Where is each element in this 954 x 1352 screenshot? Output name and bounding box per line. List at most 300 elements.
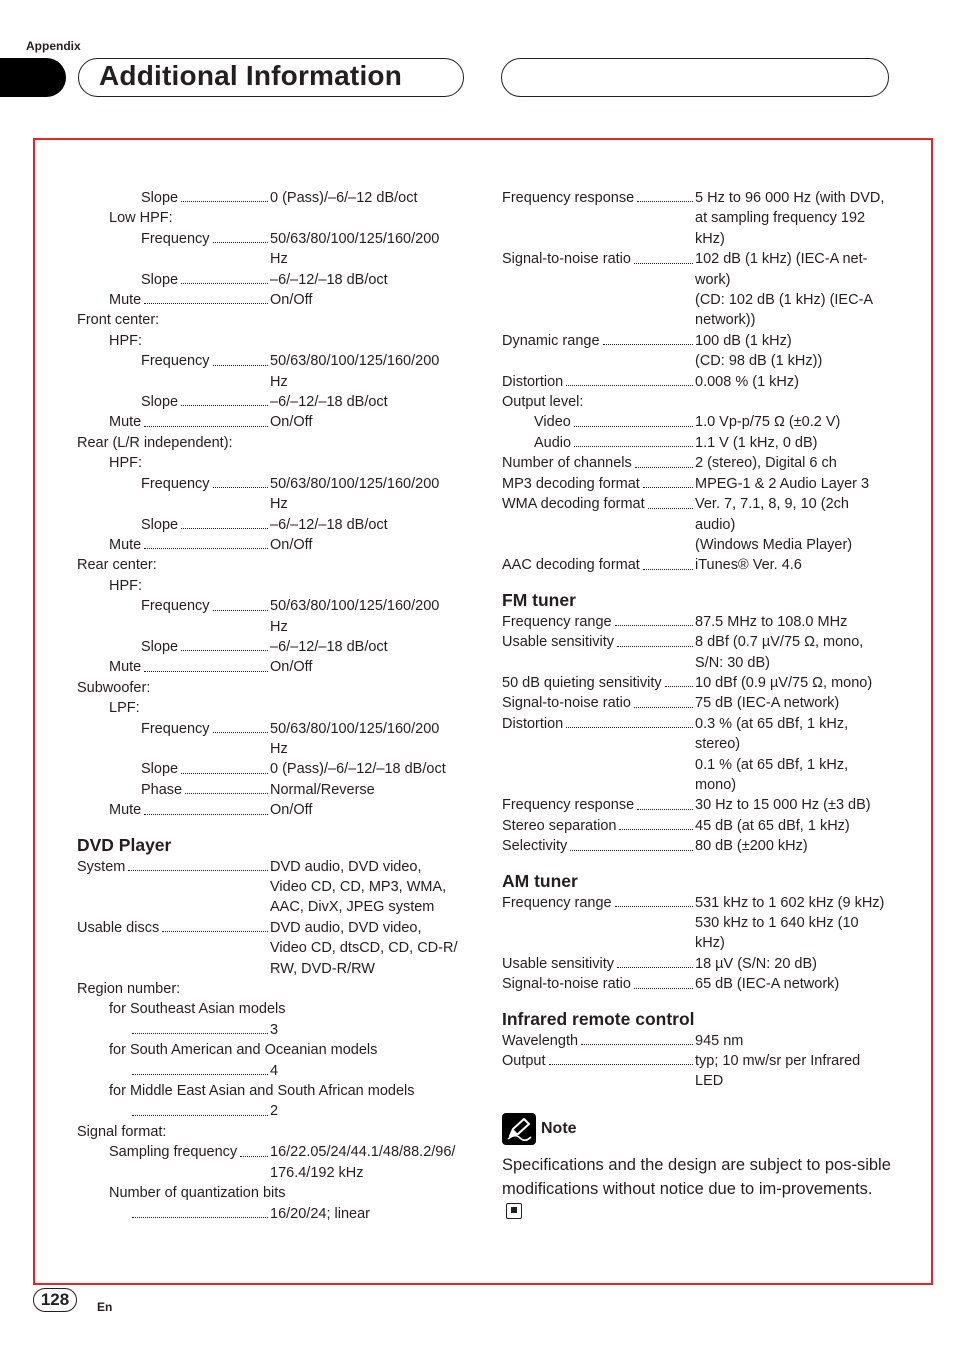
spec-label-cell [77,351,270,371]
spec-row [77,1163,467,1183]
spec-value-continued: 0.1 % (at 65 dBf, 1 kHz, [695,756,849,773]
spec-label: WMA decoding format [502,496,645,513]
dot-leader [643,569,693,570]
spec-row [77,249,467,269]
spec-label-spacer [77,897,270,917]
spec-label-cell [77,1204,270,1224]
spec-value-continued: AAC, DivX, JPEG system [270,899,435,916]
language-code: En [97,1300,113,1314]
blank-header-box [501,58,889,97]
spec-label-cell [502,555,695,575]
spec-label-spacer [77,739,270,759]
spec-value: 100 dB (1 kHz) [695,332,792,349]
spec-label: Slope [141,271,179,288]
dot-leader [643,487,693,488]
spec-value: 3 [270,1021,279,1038]
dot-leader [128,870,268,871]
spec-row [77,412,467,432]
dot-leader [181,283,268,284]
spec-row [77,1204,467,1224]
dot-leader [181,528,268,529]
spec-label-cell [77,433,236,453]
spec-value: DVD audio, DVD video, [270,919,422,936]
page-title: Additional Information [99,60,403,91]
spec-label: AAC decoding format [502,557,640,574]
dot-leader [617,646,693,647]
spec-label: Stereo separation [502,817,617,834]
spec-label: Number of quantization bits [109,1185,286,1202]
spec-row [77,1040,467,1060]
spec-label-cell [77,918,270,938]
note-body [502,1153,892,1225]
spec-label: Usable discs [77,919,160,936]
spec-row [502,270,894,290]
spec-value-continued: (CD: 98 dB (1 kHz)) [695,353,823,370]
spec-label: Slope [141,394,179,411]
note-text: Specifications and the design are subject to pos-sible modifications without notice due to im-provements. [502,1155,891,1198]
spec-row [77,678,467,698]
spec-row [77,897,467,917]
dot-leader [665,686,693,687]
spec-row [77,759,467,779]
section-heading: Infrared remote control [502,1008,695,1029]
spec-value: 8 dBf (0.7 µV/75 Ω, mono, [695,634,864,651]
spec-value: 0 (Pass)/–6/–12/–18 dB/oct [270,761,446,778]
spec-value: On/Off [270,659,313,676]
spec-label: for Middle East Asian and South African models [109,1083,415,1100]
spec-label: Signal-to-noise ratio [502,976,631,993]
spec-label: Wavelength [502,1032,579,1049]
spec-label: Frequency response [502,190,635,206]
dot-leader [132,1115,268,1116]
spec-label: HPF: [109,455,143,472]
spec-row [77,351,467,371]
spec-value: 945 nm [695,1032,744,1049]
spec-row [502,290,894,310]
dot-leader [637,201,693,202]
spec-value: –6/–12/–18 dB/oct [270,394,388,411]
spec-value-continued: Hz [270,618,288,635]
spec-value: 50/63/80/100/125/160/200 [270,353,440,370]
spec-label: Slope [141,638,179,655]
spec-value: Normal/Reverse [270,781,375,798]
dot-leader [634,988,693,989]
spec-label-spacer [502,933,695,953]
spec-value-continued: kHz) [695,935,725,952]
spec-value: 80 dB (±200 kHz) [695,838,808,855]
spec-label: Slope [141,516,179,533]
spec-label-cell [502,893,695,913]
spec-value: 18 µV (S/N: 20 dB) [695,955,817,972]
spec-value: 75 dB (IEC-A network) [695,695,840,712]
spec-label: Distortion [502,373,564,390]
spec-value: 0.008 % (1 kHz) [695,373,799,390]
spec-row [77,515,467,535]
spec-value: MPEG-1 & 2 Audio Layer 3 [695,475,870,492]
spec-label-spacer [502,913,695,933]
spec-label-cell [77,1020,270,1040]
dot-leader [213,610,268,611]
spec-label-cell [77,596,270,616]
spec-label-cell [502,249,695,269]
spec-label: 50 dB quieting sensitivity [502,674,662,691]
spec-row [502,555,894,575]
section-tab-marker [0,58,66,97]
spec-row [502,693,894,713]
spec-row [77,959,467,979]
dot-leader [570,850,693,851]
spec-value: –6/–12/–18 dB/oct [270,516,388,533]
spec-row [77,290,467,310]
section-label: Appendix [26,39,81,53]
spec-label-spacer [77,617,270,637]
spec-row [502,1031,894,1051]
dot-leader [581,1044,693,1045]
spec-row [77,857,467,877]
dot-leader [132,1033,268,1034]
spec-row [502,612,894,632]
dot-leader [185,793,268,794]
spec-label: Slope [141,761,179,778]
spec-value: DVD audio, DVD video, [270,858,422,875]
spec-label-cell [77,474,270,494]
spec-label: for South American and Oceanian models [109,1042,378,1059]
spec-label-spacer [77,372,270,392]
spec-label-spacer [77,249,270,269]
spec-label: Frequency [141,598,210,615]
spec-value-continued: LED [695,1073,724,1090]
spec-row [502,653,894,673]
spec-label-cell [77,698,143,718]
spec-label-cell [77,310,162,330]
spec-label: Video [534,414,571,431]
spec-label-spacer [502,734,695,754]
dot-leader [181,773,268,774]
spec-label-cell [77,229,270,249]
spec-row [77,474,467,494]
spec-value: 50/63/80/100/125/160/200 [270,720,440,737]
dot-leader [603,344,693,345]
spec-value-continued: S/N: 30 dB) [695,654,770,671]
spec-row [77,1142,467,1162]
spec-label-cell [502,795,695,815]
spec-label-cell [77,637,270,657]
spec-row [77,535,467,555]
spec-label-cell [502,974,695,994]
spec-row [502,1071,894,1091]
spec-label-spacer [77,959,270,979]
spec-row [77,433,467,453]
spec-value: On/Off [270,536,313,553]
spec-label: Frequency [141,230,210,247]
spec-row [77,1081,467,1101]
spec-label-cell [77,800,270,820]
spec-label-cell [77,999,289,1019]
spec-label-spacer [502,208,695,228]
spec-label-cell [77,857,270,877]
spec-label: Region number: [77,981,181,998]
spec-row [502,412,894,432]
dot-leader [162,931,268,932]
dot-leader [132,1217,268,1218]
dot-leader [213,365,268,366]
spec-label: Output level: [502,394,584,411]
dot-leader [144,671,268,672]
page-number: 128 [33,1288,77,1312]
spec-row [77,372,467,392]
spec-label: Selectivity [502,838,568,855]
section-heading: DVD Player [77,834,172,855]
spec-row [77,576,467,596]
spec-row [77,800,467,820]
dot-leader [213,732,268,733]
spec-label-cell [77,515,270,535]
spec-row [502,913,894,933]
spec-row [77,1101,467,1121]
spec-value: 5 Hz to 96 000 Hz (with DVD, [695,190,885,206]
spec-label-cell [77,331,145,351]
section-heading: AM tuner [502,870,578,891]
spec-row [77,1061,467,1081]
spec-label-cell [77,1142,270,1162]
spec-label: Number of channels [502,455,632,472]
spec-value-continued: Video CD, CD, MP3, WMA, [270,879,447,895]
spec-label-cell [502,188,695,208]
spec-label-cell [502,673,695,693]
spec-label-spacer [502,1071,695,1091]
spec-value: 102 dB (1 kHz) (IEC-A net- [695,251,868,268]
spec-value: 531 kHz to 1 602 kHz (9 kHz) [695,894,885,911]
spec-value: 87.5 MHz to 108.0 MHz [695,613,848,630]
spec-label-cell [77,535,270,555]
spec-value: 0.3 % (at 65 dBf, 1 kHz, [695,715,849,732]
spec-label: Signal format: [77,1123,167,1140]
left-spec-column [77,188,467,1224]
spec-row [77,229,467,249]
spec-label-cell [77,555,160,575]
spec-value: 30 Hz to 15 000 Hz (±3 dB) [695,797,871,814]
spec-value: iTunes® Ver. 4.6 [695,557,802,574]
spec-label: Sampling frequency [109,1144,238,1161]
spec-label-cell [502,954,695,974]
spec-label: Mute [109,536,142,553]
dot-leader [634,707,693,708]
dot-leader [619,829,693,830]
spec-value-continued: work) [695,271,731,288]
note-title: Note [541,1119,577,1137]
spec-label-cell [77,392,270,412]
spec-row [502,474,894,494]
spec-row [77,877,467,897]
spec-label: Output [502,1053,546,1070]
spec-label: Frequency [141,353,210,370]
spec-value-continued: 176.4/192 kHz [270,1164,364,1181]
dot-leader [213,242,268,243]
spec-label-cell [77,1081,417,1101]
spec-row [77,331,467,351]
spec-row [502,954,894,974]
spec-label-spacer [77,877,270,897]
spec-label: MP3 decoding format [502,475,640,492]
dot-leader [181,201,268,202]
spec-row [77,918,467,938]
spec-row [502,310,894,330]
dot-leader [213,487,268,488]
spec-value: 1.0 Vp-p/75 Ω (±0.2 V) [695,414,841,431]
spec-value: 2 [270,1103,279,1120]
dot-leader [144,548,268,549]
spec-label: Frequency range [502,894,612,911]
spec-value: 10 dBf (0.9 µV/75 Ω, mono) [695,674,873,691]
spec-value-continued: RW, DVD-R/RW [270,960,375,977]
spec-value: On/Off [270,292,313,309]
spec-label: Frequency response [502,797,635,814]
right-spec-column [502,188,894,1225]
spec-value-continued: (CD: 102 dB (1 kHz) (IEC-A [695,292,874,309]
spec-label-cell [502,816,695,836]
spec-label-cell [77,1040,380,1060]
spec-value: 50/63/80/100/125/160/200 [270,598,440,615]
spec-row [502,1051,894,1071]
dot-leader [132,1074,268,1075]
dot-leader [635,467,693,468]
spec-value-continued: network)) [695,312,756,329]
spec-row [77,188,467,208]
spec-label-spacer [502,755,695,775]
spec-row [502,795,894,815]
spec-label-spacer [502,229,695,249]
spec-label-cell [77,412,270,432]
dot-leader [617,967,693,968]
spec-row [502,331,894,351]
spec-label-cell [502,412,695,432]
spec-value-continued: 530 kHz to 1 640 kHz (10 [695,915,859,931]
spec-label: Mute [109,292,142,309]
note-header [502,1113,894,1145]
spec-label-spacer [77,938,270,958]
spec-label-cell [502,1051,695,1071]
spec-row [77,617,467,637]
spec-row [502,816,894,836]
spec-value-continued: Hz [270,373,288,390]
spec-label: LPF: [109,700,140,717]
spec-row [77,719,467,739]
spec-row [502,433,894,453]
spec-label: Frequency [141,475,210,492]
spec-row [502,836,894,856]
spec-row [77,555,467,575]
spec-label-cell [502,372,695,392]
spec-value: 0 (Pass)/–6/–12 dB/oct [270,190,418,206]
spec-value: –6/–12/–18 dB/oct [270,638,388,655]
spec-value: 45 dB (at 65 dBf, 1 kHz) [695,817,850,834]
spec-label-cell [502,392,586,412]
spec-label-cell [502,433,695,453]
spec-row [502,755,894,775]
spec-label-cell [77,657,270,677]
spec-row [502,515,894,535]
spec-label-spacer [502,310,695,330]
spec-row [502,351,894,371]
spec-label: Slope [141,190,179,206]
dot-leader [549,1064,693,1065]
spec-label-cell [502,632,695,652]
spec-row [502,229,894,249]
dot-leader [181,650,268,651]
spec-row [77,780,467,800]
spec-value-continued: Hz [270,251,288,268]
spec-value: On/Off [270,414,313,431]
spec-row [502,249,894,269]
spec-label-spacer [502,535,695,555]
spec-label: Low HPF: [109,210,173,227]
spec-label-spacer [502,290,695,310]
spec-label-spacer [502,653,695,673]
spec-row [77,453,467,473]
spec-row [502,208,894,228]
spec-label: Rear center: [77,557,157,574]
spec-value-continued: mono) [695,776,737,793]
section-heading: FM tuner [502,589,576,610]
spec-label: Dynamic range [502,332,600,349]
spec-label-spacer [502,270,695,290]
page-title-box [78,58,464,97]
spec-label: Rear (L/R independent): [77,434,233,451]
spec-label: HPF: [109,577,143,594]
spec-value: typ; 10 mw/sr per Infrared [695,1053,861,1070]
dot-leader [181,405,268,406]
spec-row [77,1183,467,1203]
spec-label: HPF: [109,332,143,349]
spec-row [77,739,467,759]
spec-label: Subwoofer: [77,679,151,696]
spec-label-cell [502,494,695,514]
spec-label-cell [502,612,695,632]
dot-leader [144,426,268,427]
spec-row [502,974,894,994]
spec-label-cell [77,780,270,800]
spec-value: 1.1 V (1 kHz, 0 dB) [695,434,818,451]
spec-row [502,734,894,754]
spec-label: Distortion [502,715,564,732]
spec-row [77,657,467,677]
note-pencil-icon [502,1113,536,1145]
dot-leader [574,426,693,427]
spec-label: System [77,858,126,875]
spec-row [77,596,467,616]
spec-value: 4 [270,1062,279,1079]
spec-row [77,999,467,1019]
spec-label-cell [77,1183,289,1203]
spec-label-spacer [77,1163,270,1183]
right-spec-list [502,188,894,1092]
spec-label-cell [77,290,270,310]
spec-row [502,673,894,693]
spec-row [502,775,894,795]
spec-label-cell [77,719,270,739]
spec-label-cell [77,576,145,596]
spec-label: Audio [534,434,572,451]
spec-value: 2 (stereo), Digital 6 ch [695,455,837,472]
spec-label: Frequency range [502,613,612,630]
spec-label-cell [77,270,270,290]
spec-row [502,188,894,208]
spec-row [77,310,467,330]
dot-leader [615,625,693,626]
spec-label: Usable sensitivity [502,634,615,651]
spec-label-cell [502,331,695,351]
spec-label: Signal-to-noise ratio [502,695,631,712]
